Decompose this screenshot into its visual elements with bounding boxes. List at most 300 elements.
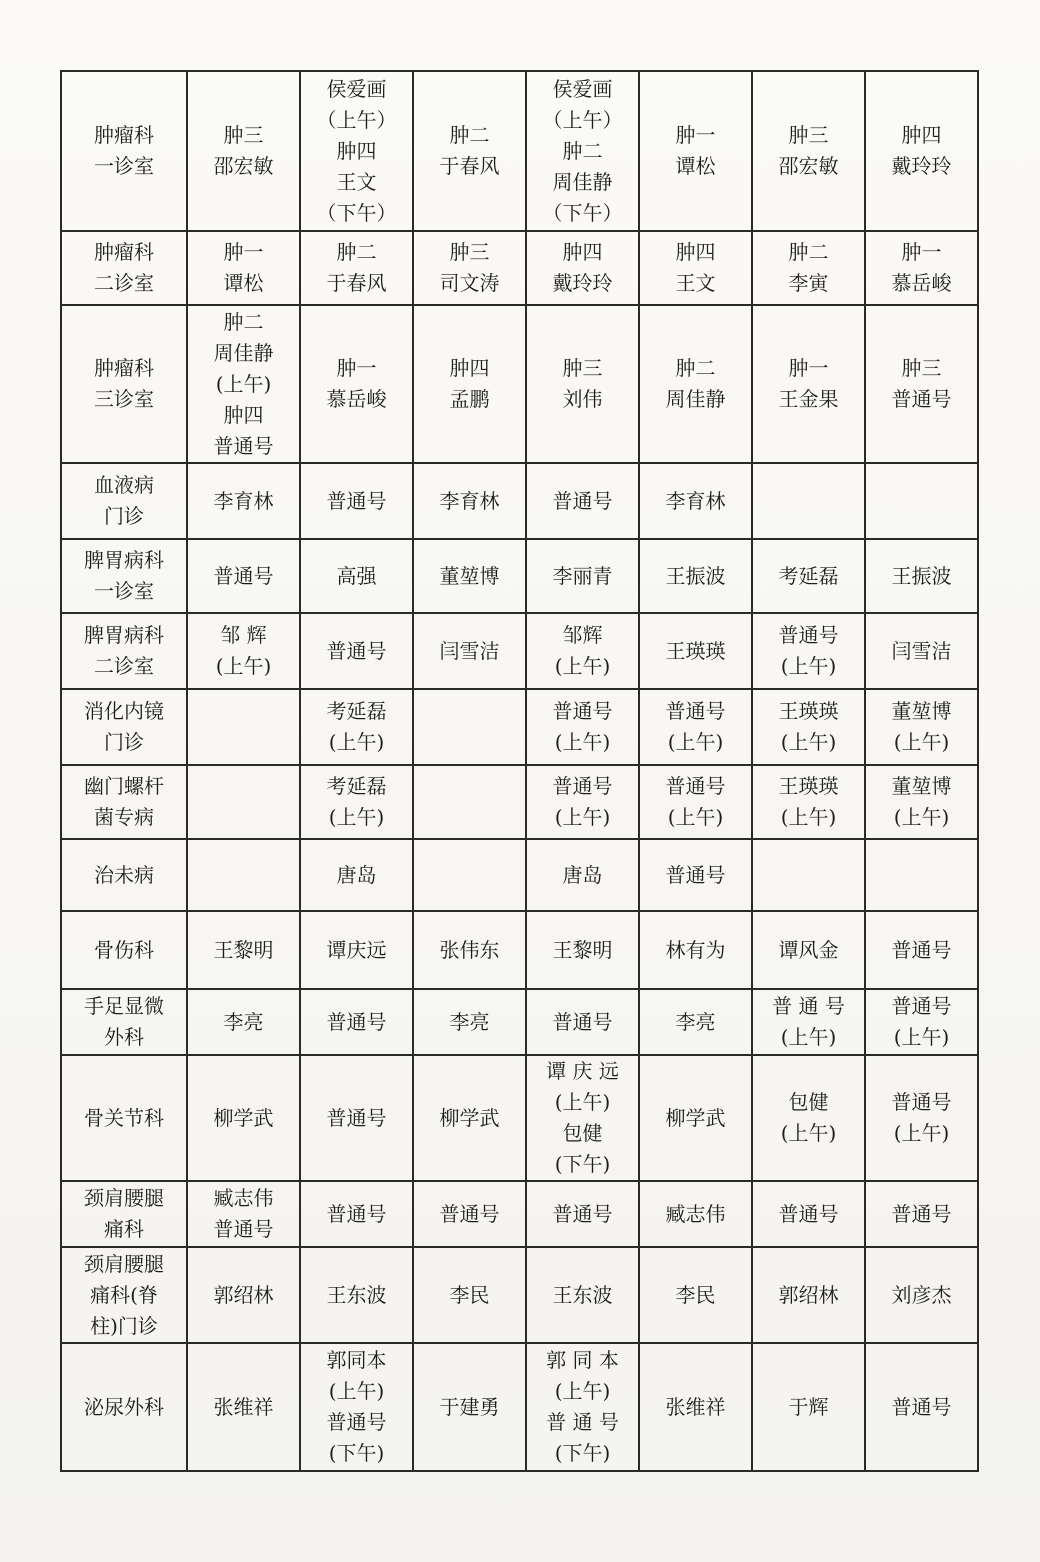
department-name-line: 脾胃病科 [84,623,164,647]
doctor-cell [413,463,526,539]
doctor-cell [187,539,300,613]
doctor-cell-line: 郭绍林 [213,1282,274,1307]
doctor-cell-line: (上午) [554,730,611,754]
doctor-cell-line: 普通号 [552,1009,613,1034]
doctor-cell [752,1247,865,1343]
doctor-cell-line: 肿三 [788,123,829,147]
doctor-cell-line: 刘彦杰 [891,1282,952,1307]
department-cell [61,689,187,765]
doctor-cell-line: (上午) [893,1025,950,1049]
doctor-cell-line: (上午) [328,730,385,754]
doctor-cell-line: 张维祥 [665,1394,726,1419]
doctor-cell-line: 王黎明 [213,937,274,962]
doctor-cell-line: 普通号 [891,994,952,1018]
doctor-cell-line: 闫雪洁 [891,638,952,663]
doctor-cell [526,231,639,305]
doctor-cell [752,1343,865,1471]
doctor-cell-line: 普通号 [552,774,613,798]
doctor-cell-line: 谭风金 [778,937,839,962]
doctor-cell [639,463,752,539]
doctor-cell-line: 王东波 [552,1282,613,1307]
doctor-cell-line: 普通号 [552,488,613,513]
doctor-cell [187,1181,300,1247]
doctor-cell [865,1055,978,1181]
doctor-cell-line: 王黎明 [552,937,613,962]
schedule-body [61,71,978,1471]
doctor-cell-line: 普通号 [213,433,274,458]
doctor-cell-line: 于春风 [439,154,500,178]
doctor-cell-line: 肿四 [223,402,264,427]
doctor-cell-line: 邵宏敏 [213,154,274,178]
doctor-cell [865,1181,978,1247]
doctor-cell-line: 柳学武 [665,1105,726,1130]
doctor-cell [526,613,639,689]
doctor-cell [187,765,300,839]
doctor-cell-line: 刘伟 [562,387,603,411]
doctor-cell-line: 邵宏敏 [778,154,839,178]
doctor-cell [752,613,865,689]
department-name-line: 颈肩腰腿 [84,1251,164,1276]
doctor-cell-line: 司文涛 [439,271,500,295]
doctor-cell [865,839,978,911]
doctor-cell [639,613,752,689]
doctor-cell-line: 高强 [336,563,377,588]
doctor-cell [413,989,526,1055]
doctor-cell [300,689,413,765]
doctor-cell-line: (上午) [780,654,837,678]
doctor-cell-line: 肿一 [336,356,377,380]
doctor-cell-line: 普通号 [439,1201,500,1226]
doctor-cell [413,613,526,689]
doctor-cell-line: (下午) [554,1441,611,1465]
doctor-cell [300,989,413,1055]
doctor-cell-line: 肿三 [223,123,264,147]
doctor-cell [187,71,300,231]
doctor-cell-line: 普通号 [326,1105,387,1130]
doctor-cell [639,539,752,613]
doctor-cell [865,305,978,463]
doctor-cell-line: 柳学武 [213,1105,274,1130]
doctor-cell-line: 考延磊 [778,563,839,588]
doctor-cell [752,689,865,765]
doctor-cell [187,463,300,539]
doctor-cell-line: (上午) [554,1379,611,1403]
doctor-cell-line: 普通号 [891,937,952,962]
doctor-cell [413,765,526,839]
department-cell [61,305,187,463]
schedule-row [61,911,978,989]
doctor-cell [752,1055,865,1181]
doctor-cell-line: 肿三 [901,356,942,380]
department-name-line: 二诊室 [94,271,154,295]
doctor-cell [526,1181,639,1247]
doctor-cell-line: 包健 [788,1090,829,1114]
doctor-cell-line: 董堃博 [891,774,952,798]
doctor-cell-line: (下午) [554,1152,611,1176]
doctor-cell [865,71,978,231]
doctor-cell-line: 张伟东 [439,937,500,962]
doctor-cell-line: （下午） [316,200,397,225]
doctor-cell [752,839,865,911]
department-name-line: 肿瘤科 [94,123,154,147]
doctor-cell-line: 周佳静 [665,387,726,411]
doctor-cell [639,1343,752,1471]
doctor-cell-line: (上午) [215,371,272,396]
department-cell [61,71,187,231]
department-name-line: 门诊 [104,730,144,754]
doctor-cell [639,689,752,765]
doctor-cell-line: 李亮 [449,1009,490,1034]
department-name-line: 肿瘤科 [94,240,154,264]
doctor-cell [413,911,526,989]
department-name-line: 一诊室 [94,579,154,603]
doctor-cell [865,463,978,539]
doctor-cell-line: 周佳静 [213,340,274,365]
doctor-cell [300,71,413,231]
department-cell [61,613,187,689]
doctor-cell-line: 于辉 [788,1394,829,1419]
doctor-cell-line: 肿一 [901,240,942,264]
schedule-row [61,839,978,911]
doctor-cell-line: 普通号 [665,862,726,887]
doctor-cell-line: 肿一 [788,356,829,380]
doctor-cell-line: (上午) [893,1121,950,1145]
department-name-line: 幽门螺杆 [84,774,164,798]
doctor-cell-line: (上午) [780,730,837,754]
doctor-cell-line: (下午) [328,1441,385,1465]
department-name-line: 一诊室 [94,154,154,178]
department-cell [61,1181,187,1247]
doctor-cell-line: 普通号 [326,488,387,513]
doctor-cell-line: 邹辉 [562,623,603,647]
doctor-cell-line: 李育林 [439,488,500,513]
doctor-cell [639,839,752,911]
doctor-cell [300,305,413,463]
doctor-cell-line: 闫雪洁 [439,638,500,663]
doctor-cell [413,689,526,765]
doctor-cell-line: 于春风 [326,271,387,295]
doctor-cell [639,765,752,839]
doctor-cell [300,613,413,689]
doctor-cell-line: 包健 [562,1121,603,1145]
doctor-cell-line: 考延磊 [326,774,387,798]
doctor-cell-line: 郭绍林 [778,1282,839,1307]
doctor-cell-line: 柳学武 [439,1105,500,1130]
doctor-cell [526,1055,639,1181]
doctor-cell-line: 李育林 [665,488,726,513]
doctor-cell-line: 慕岳峻 [891,271,952,295]
doctor-cell [752,539,865,613]
doctor-cell [187,305,300,463]
department-name-line: 菌专病 [94,805,154,829]
doctor-cell-line: 张维祥 [213,1394,274,1419]
doctor-cell [187,1343,300,1471]
doctor-cell-line: 普通号 [213,563,274,588]
doctor-cell-line: （上午） [542,107,623,132]
doctor-cell-line: 普通号 [665,699,726,723]
doctor-cell [752,765,865,839]
department-name-line: 门诊 [104,504,144,528]
schedule-row [61,1055,978,1181]
doctor-cell [526,539,639,613]
doctor-cell-line: 王瑛瑛 [778,774,839,798]
doctor-cell-line: （下午） [542,200,623,225]
doctor-cell-line: 邹 辉 [220,623,267,647]
doctor-cell-line: 王振波 [891,563,952,588]
doctor-cell-line: 慕岳峻 [326,387,387,411]
doctor-cell [413,231,526,305]
doctor-cell-line: 普通号 [326,638,387,663]
doctor-cell-line: (上午) [893,730,950,754]
doctor-cell [639,71,752,231]
doctor-cell [300,463,413,539]
department-name-line: 痛科(脊 [90,1282,158,1307]
doctor-cell-line: 唐岛 [562,862,603,887]
doctor-cell-line: 肿二 [562,138,603,163]
doctor-cell-line: 于建勇 [439,1394,500,1419]
doctor-cell-line: 肿二 [788,240,829,264]
doctor-cell [526,689,639,765]
doctor-cell-line: 肿四 [675,240,716,264]
doctor-cell-line: 普通号 [326,1201,387,1226]
department-name-line: 治未病 [94,862,154,887]
doctor-cell-line: 普通号 [552,699,613,723]
doctor-cell-line: 王瑛瑛 [665,638,726,663]
doctor-cell-line: 郭 同 本 [546,1348,619,1372]
doctor-cell [526,1343,639,1471]
doctor-cell [865,613,978,689]
doctor-cell-line: 谭松 [675,154,716,178]
doctor-cell-line: 肿四 [901,123,942,147]
doctor-cell [187,911,300,989]
department-name-line: 脾胃病科 [84,548,164,572]
doctor-cell [526,1247,639,1343]
department-name-line: 骨伤科 [94,937,154,962]
schedule-row [61,1247,978,1343]
doctor-cell-line: 普通号 [891,1394,952,1419]
doctor-cell-line: 董堃博 [439,563,500,588]
schedule-row [61,613,978,689]
doctor-cell-line: 李民 [675,1282,716,1307]
doctor-cell-line: 肿四 [449,356,490,380]
schedule-row [61,989,978,1055]
doctor-cell [413,305,526,463]
doctor-cell-line: 普通号 [326,1410,387,1434]
doctor-cell-line: 普通号 [891,387,952,411]
doctor-cell [865,765,978,839]
doctor-cell [639,1055,752,1181]
department-name-line: 血液病 [94,473,154,497]
department-name-line: 外科 [104,1025,144,1049]
schedule-row [61,1343,978,1471]
department-cell [61,765,187,839]
doctor-cell [752,231,865,305]
doctor-cell [187,1055,300,1181]
doctor-cell [752,911,865,989]
doctor-cell [639,305,752,463]
doctor-cell-line: 王文 [336,169,377,194]
doctor-cell [300,231,413,305]
doctor-cell [526,911,639,989]
doctor-cell-line: 考延磊 [326,699,387,723]
doctor-cell [300,1343,413,1471]
doctor-cell [639,989,752,1055]
doctor-cell-line: 肿二 [336,240,377,264]
doctor-cell [752,305,865,463]
doctor-cell [639,911,752,989]
doctor-cell-line: (上午) [554,654,611,678]
doctor-cell-line: 肿一 [675,123,716,147]
doctor-cell [300,765,413,839]
doctor-cell [300,1247,413,1343]
doctor-cell-line: （上午） [316,107,397,132]
schedule-row [61,689,978,765]
doctor-cell-line: 林有为 [665,937,726,962]
doctor-cell-line: (上午) [328,805,385,829]
doctor-cell [752,1181,865,1247]
clinic-schedule-table [60,70,979,1472]
department-name-line: 泌尿外科 [84,1394,164,1419]
doctor-cell-line: (上午) [554,805,611,829]
department-name-line: 痛科 [104,1217,144,1241]
doctor-cell [187,231,300,305]
doctor-cell-line: (上午) [893,805,950,829]
doctor-cell [526,839,639,911]
doctor-cell [413,539,526,613]
department-name-line: 骨关节科 [84,1105,164,1130]
doctor-cell [865,1247,978,1343]
doctor-cell-line: 谭庆远 [326,937,387,962]
schedule-row [61,463,978,539]
doctor-cell-line: 臧志伟 [665,1201,726,1226]
doctor-cell-line: 李育林 [213,488,274,513]
doctor-cell [639,1181,752,1247]
doctor-cell-line: (上午) [215,654,272,678]
doctor-cell-line: 董堃博 [891,699,952,723]
department-name-line: 颈肩腰腿 [84,1186,164,1210]
doctor-cell [865,231,978,305]
department-name-line: 三诊室 [94,387,154,411]
doctor-cell [187,989,300,1055]
schedule-row [61,71,978,231]
department-cell [61,1343,187,1471]
department-cell [61,1247,187,1343]
doctor-cell-line: (上午) [780,1025,837,1049]
schedule-row [61,305,978,463]
schedule-row [61,231,978,305]
doctor-cell-line: 肿二 [223,309,264,334]
department-cell [61,911,187,989]
doctor-cell [300,539,413,613]
doctor-cell [300,911,413,989]
doctor-cell-line: 王文 [675,271,716,295]
doctor-cell-line: 李亮 [675,1009,716,1034]
doctor-cell [752,463,865,539]
doctor-cell-line: 孟鹏 [449,387,490,411]
doctor-cell-line: 侯爱画 [552,76,613,101]
doctor-cell-line: 肿三 [449,240,490,264]
doctor-cell-line: 普 通 号 [772,994,845,1018]
doctor-cell [187,839,300,911]
doctor-cell [413,839,526,911]
doctor-cell-line: 李丽青 [552,563,613,588]
doctor-cell [526,765,639,839]
doctor-cell [413,1343,526,1471]
doctor-cell-line: 王瑛瑛 [778,699,839,723]
doctor-cell-line: 普通号 [326,1009,387,1034]
doctor-cell-line: 臧志伟 [213,1186,274,1210]
department-cell [61,463,187,539]
doctor-cell-line: 普通号 [778,1201,839,1226]
doctor-cell [865,911,978,989]
doctor-cell-line: 李民 [449,1282,490,1307]
doctor-cell-line: 普 通 号 [546,1410,619,1434]
doctor-cell-line: 王振波 [665,563,726,588]
doctor-cell-line: 普通号 [891,1090,952,1114]
doctor-cell-line: (上午) [328,1379,385,1403]
doctor-cell [187,613,300,689]
doctor-cell-line: 普通号 [665,774,726,798]
doctor-cell-line: 李寅 [788,271,829,295]
department-cell [61,539,187,613]
doctor-cell [865,989,978,1055]
doctor-cell-line: (上午) [667,805,724,829]
doctor-cell-line: 肿二 [675,356,716,380]
department-name-line: 手足显微 [84,994,164,1018]
doctor-cell-line: (上午) [780,805,837,829]
doctor-cell [413,1247,526,1343]
doctor-cell [413,1055,526,1181]
doctor-cell [187,689,300,765]
doctor-cell [300,1181,413,1247]
doctor-cell [187,1247,300,1343]
doctor-cell-line: 普通号 [778,623,839,647]
schedule-row [61,1181,978,1247]
doctor-cell-line: 王金果 [778,387,839,411]
schedule-row [61,765,978,839]
doctor-cell-line: 侯爱画 [326,76,387,101]
department-cell [61,1055,187,1181]
schedule-row [61,539,978,613]
doctor-cell-line: 普通号 [891,1201,952,1226]
department-name-line: 消化内镜 [84,699,164,723]
doctor-cell-line: 肿四 [336,138,377,163]
doctor-cell-line: 肿三 [562,356,603,380]
department-name-line: 二诊室 [94,654,154,678]
department-name-line: 柱)门诊 [90,1313,158,1338]
doctor-cell-line: 戴玲玲 [552,271,613,295]
doctor-cell [526,305,639,463]
doctor-cell [865,1343,978,1471]
doctor-cell-line: 谭 庆 远 [546,1059,619,1083]
doctor-cell [526,463,639,539]
doctor-cell [526,71,639,231]
doctor-cell-line: 周佳静 [552,169,613,194]
doctor-cell [865,689,978,765]
doctor-cell [752,71,865,231]
department-cell [61,989,187,1055]
doctor-cell-line: 王东波 [326,1282,387,1307]
doctor-cell-line: 肿四 [562,240,603,264]
doctor-cell [413,71,526,231]
department-cell [61,839,187,911]
doctor-cell [752,989,865,1055]
doctor-cell-line: 唐岛 [336,862,377,887]
doctor-cell [639,231,752,305]
doctor-cell-line: (上午) [667,730,724,754]
doctor-cell-line: 戴玲玲 [891,154,952,178]
doctor-cell [526,989,639,1055]
